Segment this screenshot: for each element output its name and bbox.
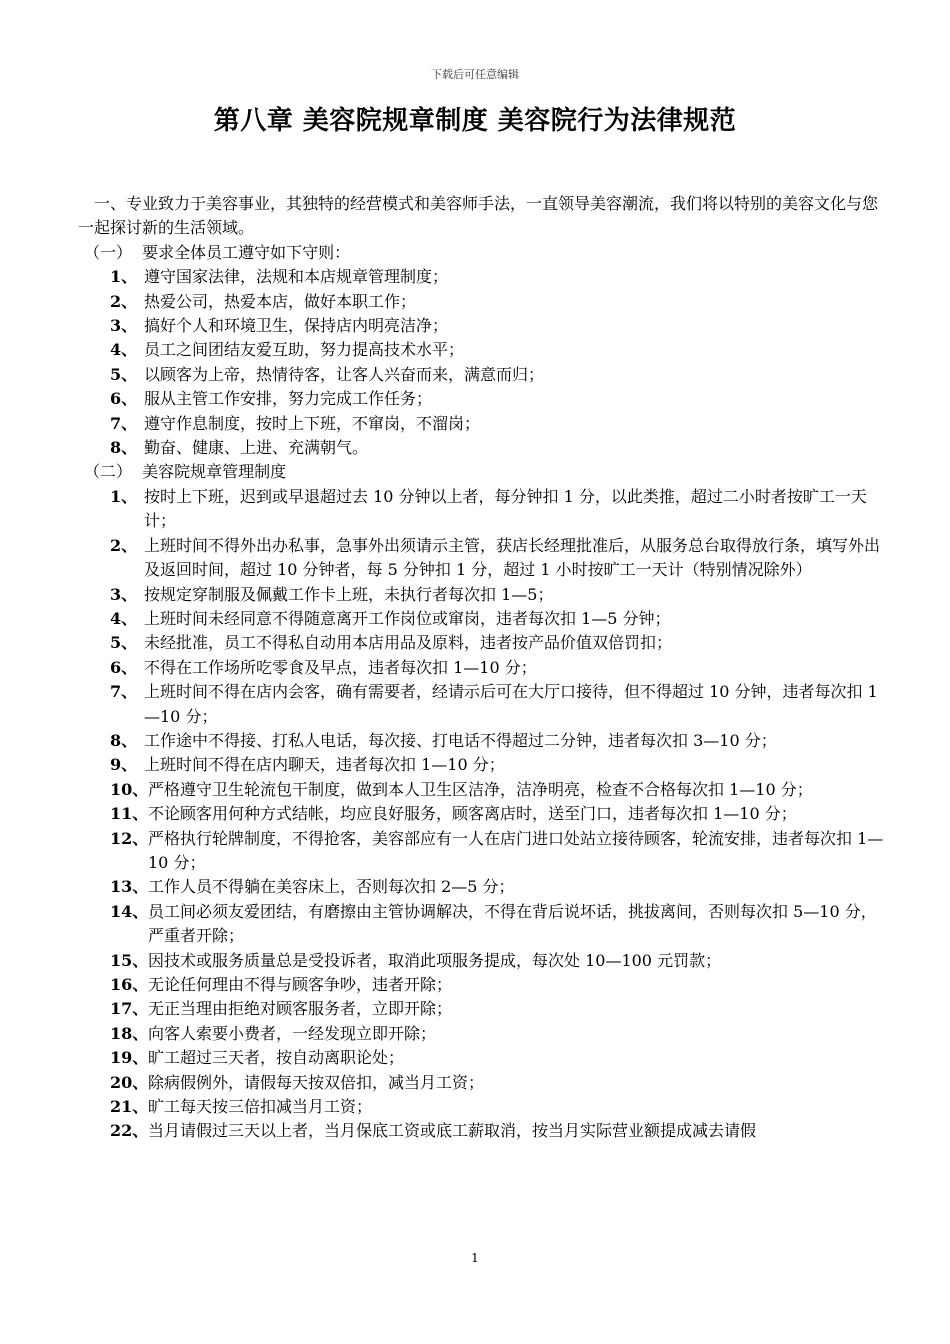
list-item (78, 973, 886, 997)
list-item (78, 997, 886, 1021)
item-text: 上班时间不得外出办私事，急事外出须请示主管，获店长经理批准后，从服务总台取得放行条，填写外出及返回时间，超过 10 分钟者，每 5 分钟扣 1 分，超过 1 小时按旷工一天计（特别情况除外） (144, 535, 881, 580)
list-item (78, 485, 886, 534)
item-number: 16、 (110, 975, 149, 994)
list-item (78, 875, 886, 899)
item-number: 22、 (110, 1121, 149, 1141)
item-number: 14、 (110, 901, 149, 921)
item-number: 6、 (110, 389, 138, 409)
item-text: 当月请假过三天以上者，当月保底工资或底工薪取消，按当月实际营业额提成减去请假 (148, 1121, 757, 1141)
item-text: 上班时间不得在店内会客，确有需要者，经请示后可在大厅口接待，但不得超过 10 分钟，违者每次扣 1—10 分； (144, 682, 878, 726)
item-number: 11、 (110, 804, 149, 824)
intro-paragraph: 一、专业致力于美容事业，其独特的经营模式和美容师手法，一直领导美容潮流，我们将以特别的美容文化与您一起探讨新的生活领域。 (78, 194, 879, 238)
item-number: 20、 (110, 1072, 149, 1092)
item-text: 按时上下班，迟到或早退超过去 10 分钟以上者，每分钟扣 1 分，以此类推，超过二小时者按旷工一天计； (144, 486, 867, 531)
item-number: 15、 (110, 950, 149, 970)
document-body (78, 192, 886, 1144)
list-item (78, 631, 886, 655)
item-text: 上班时间未经同意不得随意离开工作岗位或窜岗，违者每次扣 1—5 分钟； (144, 608, 671, 628)
item-number: 10、 (110, 779, 149, 799)
item-text: 不得在工作场所吃零食及早点，违者每次扣 1—10 分； (144, 657, 537, 677)
list-item (78, 949, 886, 973)
section-2-list (78, 485, 886, 1144)
item-number: 5、 (110, 364, 138, 384)
list-item (78, 778, 886, 802)
item-number: 19、 (110, 1048, 149, 1068)
item-text: 不论顾客用何种方式结帐，均应良好服务，顾客离店时，送至门口，违者每次扣 1—10 分； (148, 804, 797, 824)
list-item (78, 1095, 886, 1119)
item-text: 旷工每天按三倍扣减当月工资； (148, 1097, 373, 1117)
list-item (78, 412, 886, 436)
item-number: 13、 (110, 877, 149, 897)
item-text: 除病假例外，请假每天按双倍扣，减当月工资； (148, 1072, 485, 1092)
list-item (78, 802, 886, 826)
header-note: 下载后可任意编辑 (431, 68, 519, 81)
list-item (78, 1022, 886, 1046)
list-item (78, 338, 886, 362)
item-number: 5、 (110, 633, 138, 653)
list-item (78, 1071, 886, 1095)
item-text: 以顾客为上帝，热情待客，让客人兴奋而来，满意而归； (144, 364, 545, 384)
section-1-heading: （一） 要求全体员工遵守如下守则： (84, 242, 351, 262)
list-item (78, 583, 886, 607)
list-item (78, 387, 886, 411)
item-number: 3、 (110, 316, 138, 336)
list-item (78, 290, 886, 314)
item-number: 1、 (110, 267, 138, 287)
item-text: 热爱公司，热爱本店，做好本职工作； (144, 291, 417, 311)
item-text: 工作人员不得躺在美容床上，否则每次扣 2—5 分； (148, 877, 515, 897)
item-number: 1、 (110, 486, 138, 506)
item-text: 搞好个人和环境卫生，保持店内明亮洁净； (144, 316, 449, 336)
item-number: 7、 (110, 682, 138, 702)
list-item (78, 900, 886, 949)
item-text: 勤奋、健康、上进、充满朝气。 (144, 438, 369, 458)
item-number: 4、 (110, 340, 138, 360)
document-title: 第八章 美容院规章制度 美容院行为法律规范 (213, 106, 737, 136)
item-text: 旷工超过三天者，按自动离职论处； (148, 1048, 405, 1068)
page-number: 1 (471, 1251, 479, 1265)
item-number: 18、 (110, 1023, 149, 1043)
item-number: 7、 (110, 413, 138, 433)
item-number: 3、 (110, 584, 138, 604)
item-number: 4、 (110, 608, 138, 628)
list-item (78, 753, 886, 777)
item-text: 服从主管工作安排，努力完成工作任务； (144, 389, 433, 409)
list-item (78, 607, 886, 631)
list-item (78, 729, 886, 753)
item-number: 6、 (110, 657, 138, 677)
item-text: 无正当理由拒绝对顾客服务者，立即开除； (148, 999, 453, 1019)
item-text: 上班时间不得在店内聊天，违者每次扣 1—10 分； (144, 755, 505, 775)
item-text: 员工之间团结友爱互助，努力提高技术水平； (144, 340, 465, 360)
item-number: 9、 (110, 755, 138, 775)
item-text: 遵守作息制度，按时上下班，不窜岗，不溜岗； (144, 413, 481, 433)
list-item (78, 436, 886, 460)
list-item (78, 1119, 886, 1143)
item-number: 8、 (110, 438, 138, 458)
item-number: 2、 (110, 291, 138, 311)
list-item (78, 656, 886, 680)
section-2-heading: （二） 美容院规章管理制度 (84, 462, 287, 482)
item-number: 2、 (110, 535, 138, 555)
list-item (78, 265, 886, 289)
item-text: 向客人索要小费者，一经发现立即开除； (148, 1023, 437, 1043)
item-number: 12、 (110, 828, 149, 848)
item-text: 工作途中不得接、打私人电话，每次接、打电话不得超过二分钟，违者每次扣 3—10 分； (144, 730, 777, 750)
item-text: 因技术或服务质量总是受投诉者，取消此项服务提成，每次处 10—100 元罚款； (148, 950, 722, 970)
list-item (78, 1046, 886, 1070)
item-text: 遵守国家法律，法规和本店规章管理制度； (144, 267, 449, 287)
list-item (78, 363, 886, 387)
item-text: 无论任何理由不得与顾客争吵，违者开除； (148, 975, 453, 994)
item-number: 8、 (110, 730, 138, 750)
section-1-list (78, 265, 886, 460)
item-text: 严格遵守卫生轮流包干制度，做到本人卫生区洁净，洁净明亮，检查不合格每次扣 1—10 分； (148, 779, 813, 799)
list-item (78, 314, 886, 338)
list-item (78, 827, 886, 876)
item-text: 按规定穿制服及佩戴工作卡上班，未执行者每次扣 1—5； (144, 584, 554, 604)
item-number: 21、 (110, 1097, 149, 1117)
item-text: 员工间必须友爱团结，有磨擦由主管协调解决，不得在背后说坏话，挑拔离间，否则每次扣 5—10 分，严重者开除； (148, 901, 877, 946)
item-text: 未经批准，员工不得私自动用本店用品及原料，违者按产品价值双倍罚扣； (144, 633, 673, 653)
list-item (78, 680, 886, 729)
item-number: 17、 (110, 999, 149, 1019)
item-text: 严格执行轮牌制度，不得抢客，美容部应有一人在店门进口处站立接待顾客，轮流安排，违者每次扣 1—10 分； (148, 828, 884, 872)
list-item (78, 534, 886, 583)
